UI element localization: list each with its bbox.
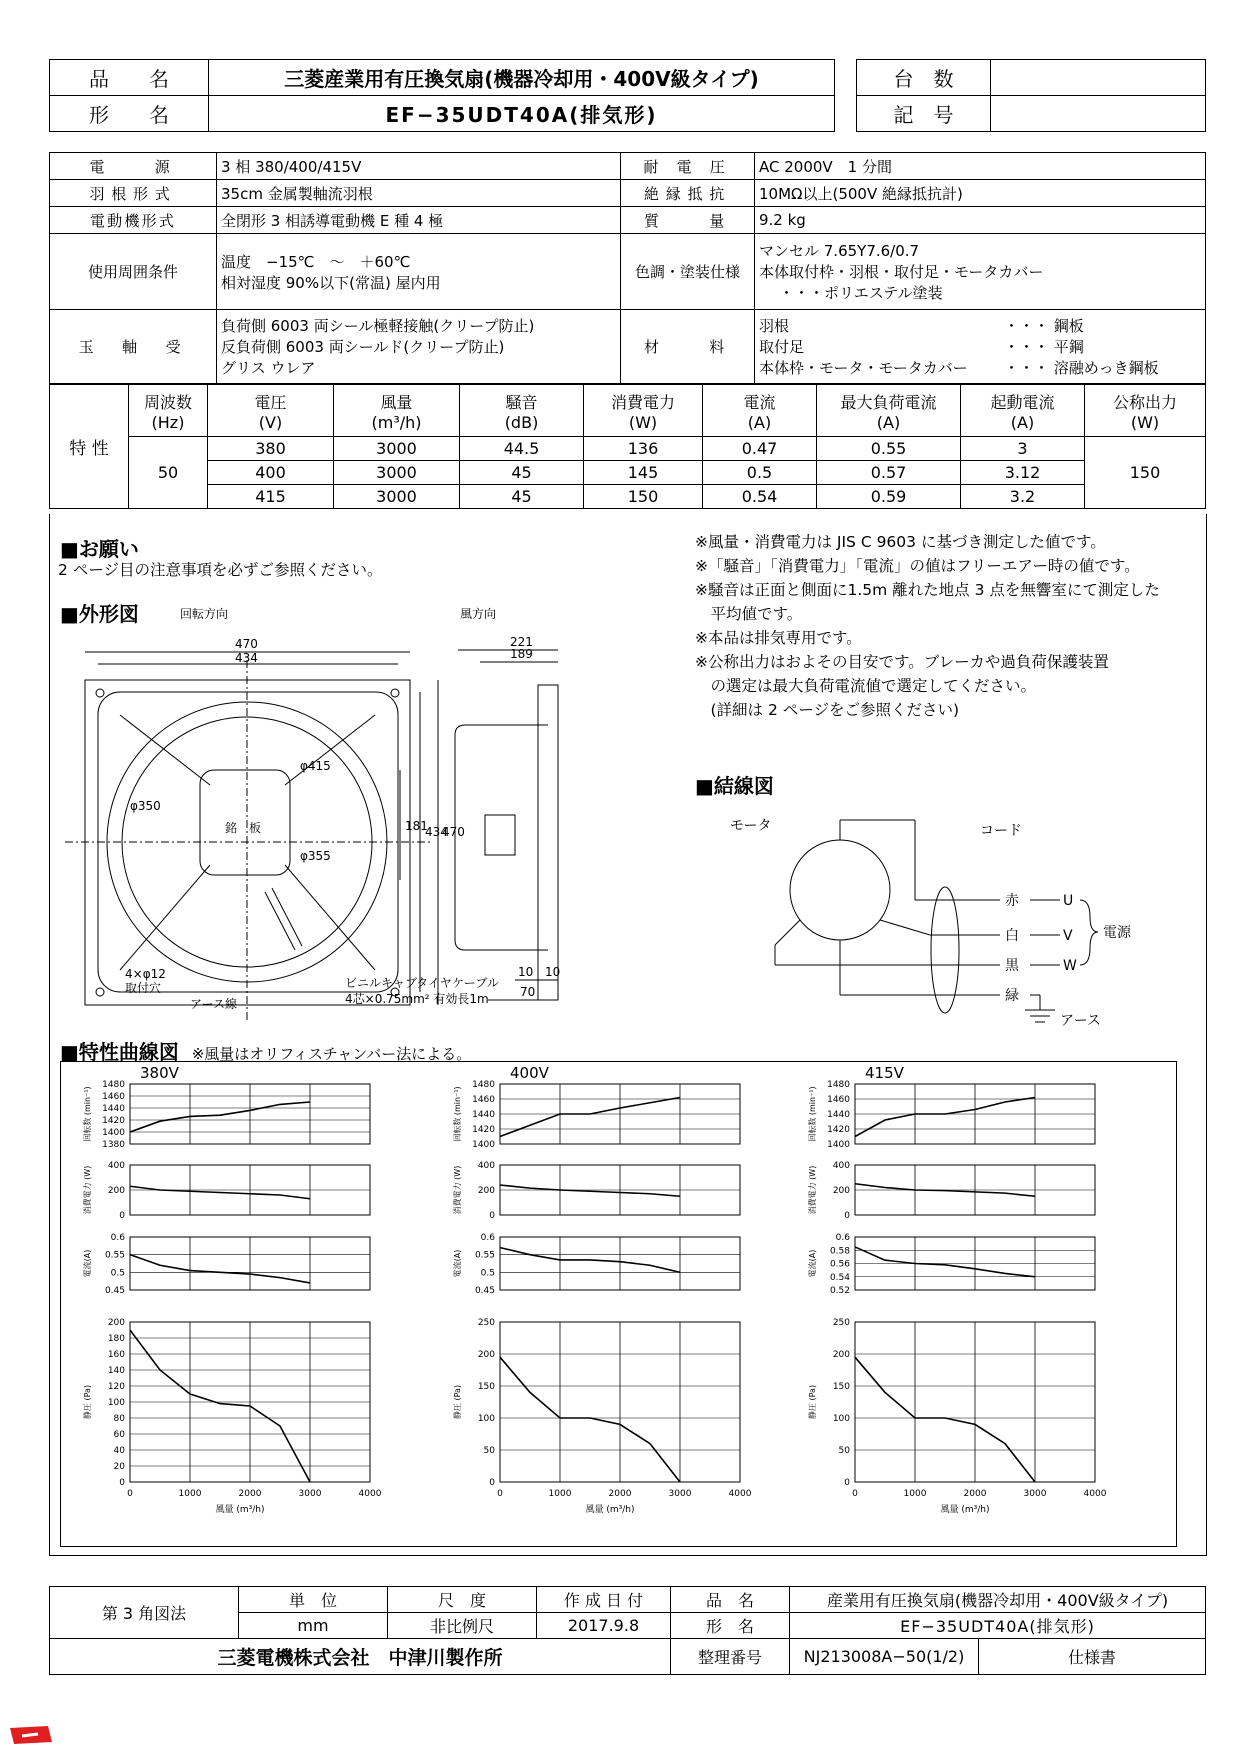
product-name: 三菱産業用有圧換気扇(機器冷却用・400V級タイプ) [209, 60, 835, 96]
tick-label: 1480 [472, 1080, 495, 1090]
tick-label: 1380 [102, 1140, 125, 1150]
axis-label: 電流(A) [808, 1249, 817, 1278]
tick-label: 250 [477, 1318, 495, 1328]
note-line: ※本品は排気専用です。 [695, 629, 862, 647]
series-line [855, 1247, 1035, 1277]
tick-label: 20 [113, 1462, 125, 1472]
material-value: ・・・ 平鋼 [1004, 338, 1084, 356]
tick-label: 1460 [102, 1092, 125, 1102]
table-cell: 136 [584, 437, 703, 461]
request-text: 2 ページ目の注意事項を必ずご参照ください。 [58, 561, 383, 579]
axis-label: 回転数 (min⁻¹) [453, 1086, 462, 1142]
tick-label: 60 [113, 1430, 125, 1440]
series-line [855, 1357, 1035, 1482]
spec-value: ・・・ポリエステル塗装 [779, 284, 943, 302]
wiring-diagram [700, 800, 1160, 1040]
tick-label: 1400 [472, 1140, 495, 1150]
dim-label: φ415 [300, 759, 331, 773]
model: EF−35UDT40A(排気形) [209, 96, 835, 132]
col-unit: (m³/h) [371, 412, 422, 432]
spec-value: 温度 −15℃ ～ ＋60℃ [221, 252, 411, 271]
spec-label: 色調・塗装仕様 [621, 234, 755, 310]
table-cell: 45 [460, 461, 584, 485]
tick-label: 2000 [238, 1489, 262, 1499]
dim-label: 70 [520, 985, 536, 999]
tick-label: 0 [844, 1478, 850, 1488]
wiring-title: ■結線図 [695, 774, 774, 798]
tick-label: 0.6 [835, 1233, 850, 1243]
footer-name: 産業用有圧換気扇(機器冷却用・400V級タイプ) [790, 1587, 1206, 1613]
tick-label: 0.5 [480, 1268, 495, 1279]
tick-label: 0 [852, 1489, 858, 1499]
material-part: 羽根 [759, 317, 790, 335]
note-line: 平均値です。 [695, 605, 803, 623]
tick-label: 3000 [668, 1489, 692, 1499]
chart-title: 415V [865, 1064, 904, 1082]
tick-label: 0.6 [110, 1233, 125, 1243]
tick-label: 1400 [102, 1128, 125, 1138]
tick-label: 140 [107, 1366, 125, 1376]
qty-value [991, 60, 1206, 96]
date-value: 2017.9.8 [537, 1613, 671, 1639]
table-cell: 0.55 [817, 437, 961, 461]
notes-block [695, 530, 1195, 722]
tick-label: 0 [127, 1489, 133, 1499]
axis-label: 消費電力 (W) [83, 1165, 92, 1215]
request-title: ■お願い [60, 537, 139, 561]
col-header: 周波数 [143, 392, 192, 412]
spec-value: 全閉形 3 相誘導電動機 E 種 4 極 [217, 207, 621, 234]
series-line [500, 1357, 680, 1482]
table-cell: 415 [208, 485, 334, 509]
motor-circle [790, 840, 890, 940]
material-part: 取付足 [759, 338, 805, 356]
spec-value: 35cm 金属製軸流羽根 [217, 180, 621, 207]
tick-label: 0.55 [474, 1250, 495, 1261]
tick-label: 3000 [298, 1489, 322, 1499]
table-cell: 45 [460, 485, 584, 509]
tick-label: 0.58 [829, 1246, 850, 1257]
table-cell: 3.12 [961, 461, 1085, 485]
tick-label: 180 [107, 1334, 125, 1344]
table-cell: 380 [208, 437, 334, 461]
axis-label: 消費電力 (W) [453, 1165, 462, 1215]
tick-label: 160 [107, 1350, 125, 1360]
terminal-label: V [1063, 928, 1073, 944]
axis-label: 静圧 (Pa) [83, 1384, 92, 1420]
col-header: 電流 [743, 392, 776, 412]
col-unit: (W) [628, 412, 658, 432]
dim-label: 221 [510, 635, 533, 649]
note-line: の選定は最大負荷電流値で選定してください。 [695, 677, 1037, 695]
tick-label: 0.6 [480, 1233, 495, 1243]
table-cell: 400 [208, 461, 334, 485]
scale-value: 非比例尺 [388, 1613, 537, 1639]
scale-label: 尺 度 [388, 1587, 537, 1613]
tick-label: 200 [832, 1350, 850, 1360]
note-line: ※「騒音」「消費電力」「電流」の値はフリーエアー時の値です。 [695, 557, 1140, 575]
tick-label: 100 [477, 1414, 495, 1424]
frequency-cell: 50 [129, 437, 208, 509]
tick-label: 100 [832, 1414, 850, 1424]
table-cell: 44.5 [460, 437, 584, 461]
note-line: ※風量・消費電力は JIS C 9603 に基づき測定した値です。 [695, 533, 1106, 551]
nominal-output-cell: 150 [1085, 437, 1206, 509]
tick-label: 2000 [608, 1489, 632, 1499]
projection: 第 3 角図法 [50, 1587, 239, 1639]
outline-title: ■外形図 [60, 602, 139, 626]
tick-label: 0 [489, 1478, 495, 1488]
tick-label: 3000 [1023, 1489, 1047, 1499]
table-cell: 145 [584, 461, 703, 485]
series-line [130, 1255, 310, 1283]
tick-label: 1440 [102, 1104, 125, 1114]
series-line [855, 1098, 1035, 1137]
outline-drawing [60, 600, 680, 1020]
tick-label: 200 [832, 1186, 850, 1196]
cord-label: コード [980, 823, 1022, 839]
tick-label: 1000 [903, 1489, 927, 1499]
cable-label: ビニルキャブタイヤケーブル [345, 976, 499, 990]
unit-value: mm [239, 1613, 388, 1639]
table-cell: 0.59 [817, 485, 961, 509]
chart-title: 400V [510, 1064, 549, 1082]
dim-label: 181 [405, 819, 428, 833]
spec-label: 玉 軸 受 [50, 310, 217, 384]
col-header: 公称出力 [1112, 392, 1177, 412]
table-cell: 0.47 [703, 437, 817, 461]
note-line: ※騒音は正面と側面に1.5m 離れた地点 3 点を無響室にて測定した [695, 581, 1160, 599]
axis-label: 回転数 (min⁻¹) [808, 1086, 817, 1142]
axis-label: 風量 (m³/h) [940, 1505, 990, 1515]
tick-label: 0.55 [104, 1250, 125, 1261]
tick-label: 1480 [827, 1080, 850, 1090]
brand-logo [8, 1724, 54, 1746]
tick-label: 4000 [728, 1489, 752, 1499]
holes-label: 4×φ12 [125, 967, 166, 981]
col-unit: (dB) [504, 412, 539, 432]
spec-label: 使用周囲条件 [50, 234, 217, 310]
col-header: 消費電力 [610, 392, 675, 412]
col-header: 騒音 [505, 392, 538, 412]
earth-label: アース [1060, 1013, 1101, 1029]
tick-label: 0.52 [829, 1286, 850, 1296]
tick-label: 200 [107, 1186, 125, 1196]
spec-value: グリス ウレア [221, 359, 316, 377]
spec-label: 羽根形式 [50, 180, 217, 207]
footer-table [49, 1586, 1206, 1675]
doc-type: 仕様書 [979, 1639, 1206, 1675]
product-name-label: 品 名 [50, 60, 209, 96]
tick-label: 400 [477, 1161, 495, 1171]
tick-label: 0 [489, 1211, 495, 1221]
spec-value: 本体取付枠・羽根・取付足・モータカバー [759, 263, 1044, 281]
tick-label: 150 [477, 1382, 495, 1392]
spec-value: 負荷側 6003 両シール極軽接触(クリープ防止) [221, 317, 535, 335]
rotation-label: 回転方向 [180, 607, 229, 621]
tick-label: 1420 [472, 1125, 495, 1135]
characteristics-table [49, 384, 1206, 509]
axis-label: 風量 (m³/h) [585, 1505, 635, 1515]
curves-chart [60, 1062, 1175, 1544]
side-frame [538, 685, 561, 1000]
tick-label: 0 [844, 1211, 850, 1221]
tick-label: 2000 [963, 1489, 987, 1499]
table-cell: 3000 [334, 485, 460, 509]
spec-label: 質 量 [621, 207, 755, 234]
mark-label: 記 号 [857, 96, 991, 132]
tick-label: 250 [832, 1318, 850, 1328]
side-foot [455, 725, 548, 950]
tick-label: 50 [483, 1446, 495, 1456]
series-line [130, 1330, 310, 1482]
col-unit: (W) [1130, 412, 1160, 432]
spec-table [49, 152, 1206, 384]
tick-label: 1400 [827, 1140, 850, 1150]
table-cell: 3000 [334, 461, 460, 485]
qty-label: 台 数 [857, 60, 991, 96]
tick-label: 200 [107, 1318, 125, 1328]
wire-color: 赤 [1005, 893, 1019, 909]
tick-label: 200 [477, 1186, 495, 1196]
dim-label: φ355 [300, 849, 331, 863]
series-line [500, 1248, 680, 1273]
axis-label: 電流(A) [83, 1249, 92, 1278]
footer-model: EF−35UDT40A(排気形) [790, 1613, 1206, 1639]
axis-label: 静圧 (Pa) [453, 1384, 462, 1420]
axis-label: 風量 (m³/h) [215, 1505, 265, 1515]
axis-label: 静圧 (Pa) [808, 1384, 817, 1420]
tick-label: 400 [832, 1161, 850, 1171]
tick-label: 150 [832, 1382, 850, 1392]
series-line [500, 1098, 680, 1137]
col-header: 電圧 [254, 392, 287, 412]
tick-label: 1440 [827, 1110, 850, 1120]
airflow-label: 風方向 [460, 607, 497, 621]
model-label: 形 名 [671, 1613, 790, 1639]
tick-label: 0 [119, 1478, 125, 1488]
series-line [130, 1102, 310, 1132]
dim-label: 10 [545, 965, 561, 979]
col-header: 最大負荷電流 [840, 392, 937, 412]
material-value: ・・・ 鋼板 [1004, 317, 1084, 335]
model-label: 形 名 [50, 96, 209, 132]
dim-label: 10 [518, 965, 534, 979]
col-unit: (V) [258, 412, 283, 432]
table-cell: 3 [961, 437, 1085, 461]
tick-label: 1440 [472, 1110, 495, 1120]
tick-label: 0.54 [829, 1272, 850, 1283]
axis-label: 回転数 (min⁻¹) [83, 1086, 92, 1142]
dim-label: 434 [425, 825, 448, 839]
axis-label: 電流(A) [453, 1249, 462, 1278]
cord-ellipse [931, 887, 959, 1013]
col-unit: (Hz) [151, 412, 185, 432]
tick-label: 100 [107, 1398, 125, 1408]
header-table [49, 59, 835, 132]
wire-color: 白 [1005, 928, 1019, 944]
curves-note: ※風量はオリフィスチャンバー法による。 [191, 1045, 472, 1063]
spec-value: マンセル 7.65Y7.6/0.7 [759, 242, 920, 260]
tick-label: 0.45 [104, 1286, 125, 1296]
earth-wire-label: アース線 [190, 997, 238, 1011]
dim-label: 470 [442, 825, 465, 839]
tick-label: 1000 [178, 1489, 202, 1499]
tick-label: 0.56 [829, 1259, 850, 1270]
table-cell: 0.5 [703, 461, 817, 485]
table-cell: 0.54 [703, 485, 817, 509]
power-label: 電源 [1103, 925, 1131, 941]
col-unit: (A) [876, 412, 901, 432]
tick-label: 120 [107, 1382, 125, 1392]
nameplate-label: 銘 板 [225, 821, 262, 835]
series-line [130, 1186, 310, 1199]
tick-label: 200 [477, 1350, 495, 1360]
series-line [500, 1185, 680, 1196]
tick-label: 4000 [1083, 1489, 1107, 1499]
tick-label: 1420 [102, 1116, 125, 1126]
spec-value: AC 2000V 1 分間 [755, 153, 1206, 180]
tick-label: 40 [113, 1446, 125, 1456]
quantity-table [856, 59, 1206, 132]
tick-label: 1000 [548, 1489, 572, 1499]
material-value: ・・・ 溶融めっき鋼板 [1004, 359, 1159, 377]
note-line: (詳細は 2 ページをご参照ください) [695, 701, 960, 719]
tick-label: 0 [497, 1489, 503, 1499]
mark-value [991, 96, 1206, 132]
dim-label: 189 [510, 647, 533, 661]
curves-title: ■特性曲線図 [60, 1040, 179, 1064]
tick-label: 0.45 [474, 1286, 495, 1296]
table-cell: 3000 [334, 437, 460, 461]
spec-label: 電 源 [50, 153, 217, 180]
tick-label: 4000 [358, 1489, 382, 1499]
tick-label: 0 [119, 1211, 125, 1221]
tick-label: 1460 [472, 1095, 495, 1105]
spec-value: 反負荷側 6003 両シールド(クリープ防止) [221, 338, 505, 356]
tick-label: 1480 [102, 1080, 125, 1090]
unit-label: 単 位 [239, 1587, 388, 1613]
spec-value: 10MΩ以上(500V 絶縁抵抗計) [755, 180, 1206, 207]
spec-label: 耐 電 圧 [621, 153, 755, 180]
terminal-label: W [1063, 958, 1077, 974]
wire-color: 緑 [1005, 988, 1019, 1004]
tick-label: 400 [107, 1161, 125, 1171]
name-label: 品 名 [671, 1587, 790, 1613]
col-header: 起動電流 [990, 392, 1055, 412]
characteristics-label: 特 性 [50, 385, 129, 509]
ref-value: NJ213008A−50(1/2) [790, 1639, 979, 1675]
col-unit: (A) [747, 412, 772, 432]
table-cell: 150 [584, 485, 703, 509]
spec-label: 絶縁抵抗 [621, 180, 755, 207]
dim-label: 434 [235, 651, 258, 665]
terminal-label: U [1063, 893, 1074, 909]
spec-value: 相対湿度 90%以下(常温) 屋内用 [221, 273, 441, 292]
spec-value: 3 相 380/400/415V [217, 153, 621, 180]
dim-label: 470 [235, 637, 258, 651]
tick-label: 80 [113, 1414, 125, 1424]
tick-label: 1460 [827, 1095, 850, 1105]
wire-color: 黒 [1005, 958, 1019, 974]
tick-label: 50 [838, 1446, 850, 1456]
motor-label: モータ [730, 818, 772, 834]
tick-label: 1420 [827, 1125, 850, 1135]
table-cell: 0.57 [817, 461, 961, 485]
spec-label: 材 料 [621, 310, 755, 384]
axis-label: 消費電力 (W) [808, 1165, 817, 1215]
dim-label: φ350 [130, 799, 161, 813]
col-header: 風量 [380, 392, 413, 412]
material-part: 本体枠・モータ・モータカバー [759, 359, 968, 377]
tick-label: 0.5 [110, 1268, 125, 1279]
spec-value: 9.2 kg [755, 207, 1206, 234]
table-cell: 3.2 [961, 485, 1085, 509]
note-line: ※公称出力はおよその目安です。ブレーカや過負荷保護装置 [695, 653, 1109, 671]
company: 三菱電機株式会社 中津川製作所 [50, 1639, 671, 1675]
col-unit: (A) [1010, 412, 1035, 432]
holes-label: 取付穴 [125, 981, 162, 995]
cable-label: 4芯×0.75mm² 有効長1m [345, 992, 489, 1006]
spec-label: 電動機形式 [50, 207, 217, 234]
date-label: 作 成 日 付 [537, 1587, 671, 1613]
chart-title: 380V [140, 1064, 179, 1082]
ref-label: 整理番号 [671, 1639, 790, 1675]
